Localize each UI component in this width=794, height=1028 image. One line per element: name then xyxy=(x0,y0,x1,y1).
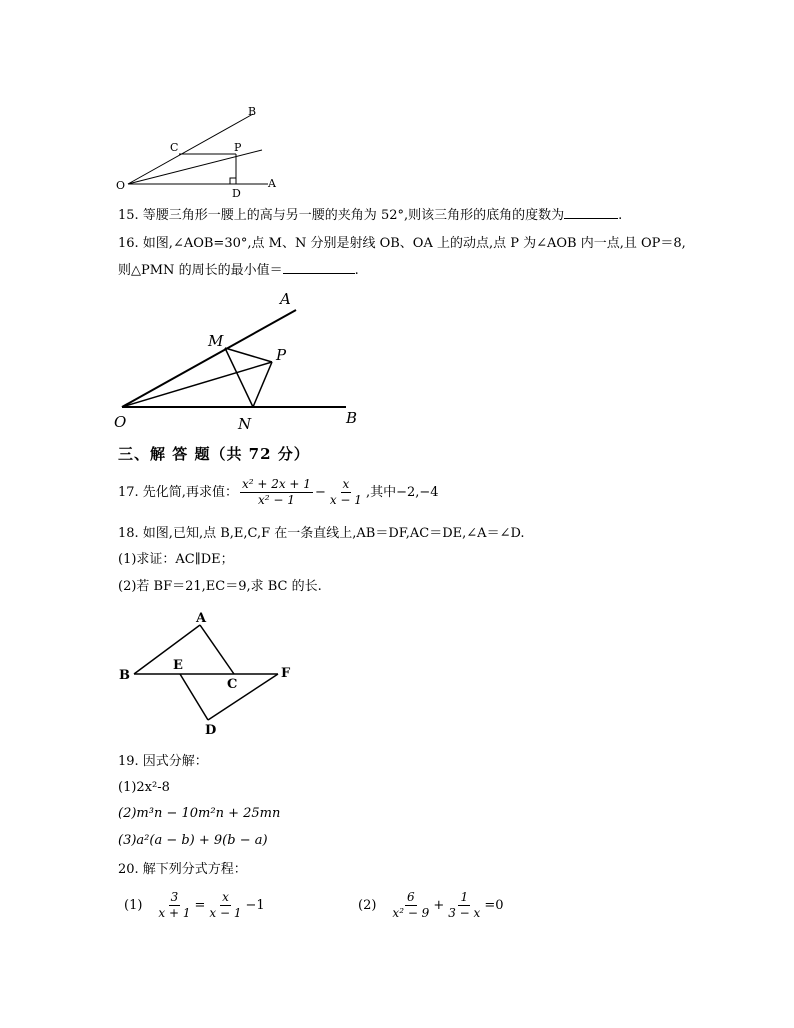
label-a: A xyxy=(196,611,207,626)
section-title: 三、解 答 题（共 72 分） xyxy=(118,445,310,463)
label-n: N xyxy=(238,415,252,433)
label-d: D xyxy=(232,187,241,200)
question-15: 15. 等腰三角形一腰上的高与另一腰的夹角为 52°,则该三角形的底角的度数为 . xyxy=(118,208,623,223)
question-16-line2: 则△PMN 的周长的最小值＝ . xyxy=(118,263,359,278)
label-p: P xyxy=(234,141,242,154)
question-15-text: 15. 等腰三角形一腰上的高与另一腰的夹角为 52°,则该三角形的底角的度数为 xyxy=(118,208,565,223)
question-19-part1: (1)2x²-8 xyxy=(118,780,170,795)
question-19-part3: (3)a²(a − b) + 9(b − a) xyxy=(118,833,268,848)
question-19-part2: (2)m³n − 10m²n + 25mn xyxy=(118,806,281,821)
figure-triangles-abc-def xyxy=(110,608,310,740)
question-19-title: 19. 因式分解： xyxy=(118,754,208,769)
label-b: B xyxy=(119,668,130,683)
label-c: C xyxy=(170,141,179,154)
figure-triangle-pmn xyxy=(110,285,370,435)
question-18-line3: (2)若 BF＝21,EC＝9,求 BC 的长. xyxy=(118,579,322,594)
equation-2: (2) $\frac{6}{\text{x² − 9}}$ + $\frac{1}{3 - x}$ =0 xyxy=(358,890,504,920)
question-18-line1: 18. 如图,已知,点 B,E,C,F 在一条直线上,AB＝DF,AC＝DE,∠A＝∠D. xyxy=(118,526,525,541)
label-o: O xyxy=(116,179,126,192)
figure-angle-opd xyxy=(110,100,300,200)
label-b: B xyxy=(248,105,257,118)
label-d: D xyxy=(205,723,217,738)
label-f: F xyxy=(281,666,291,681)
question-17: 17. 先化简,再求值： $\frac{\text{x² + 2x + 1}}{\text{x² − 1}}$ − $\frac{x}{x - 1}$ ,其中−2,−4 xyxy=(118,477,439,507)
label-p: P xyxy=(276,346,287,364)
question-20-title: 20. 解下列分式方程： xyxy=(118,862,247,877)
label-c: C xyxy=(227,677,238,692)
question-18-line2: (1)求证：AC∥DE； xyxy=(118,552,234,567)
fraction-1: $\frac{\text{x² + 2x + 1}}{\text{x² − 1}}$ xyxy=(241,477,311,507)
answer-blank-16[interactable] xyxy=(283,261,355,274)
label-b: B xyxy=(346,409,358,427)
label-a: A xyxy=(280,290,291,308)
question-16-line1: 16. 如图,∠AOB=30°,点 M、N 分别是射线 OB、OA 上的动点,点 P 为∠AOB 内一点,且 OP＝8, xyxy=(118,236,686,251)
label-a: A xyxy=(268,177,276,190)
answer-blank-15[interactable] xyxy=(564,206,618,219)
label-o: O xyxy=(114,413,127,431)
fraction-2: $\frac{x}{x - 1}$ xyxy=(329,477,362,507)
equation-1: (1) $\frac{3}{x + 1}$ = $\frac{x}{x - 1}$ −1 xyxy=(124,890,265,920)
label-e: E xyxy=(173,658,183,673)
label-m: M xyxy=(208,332,224,350)
